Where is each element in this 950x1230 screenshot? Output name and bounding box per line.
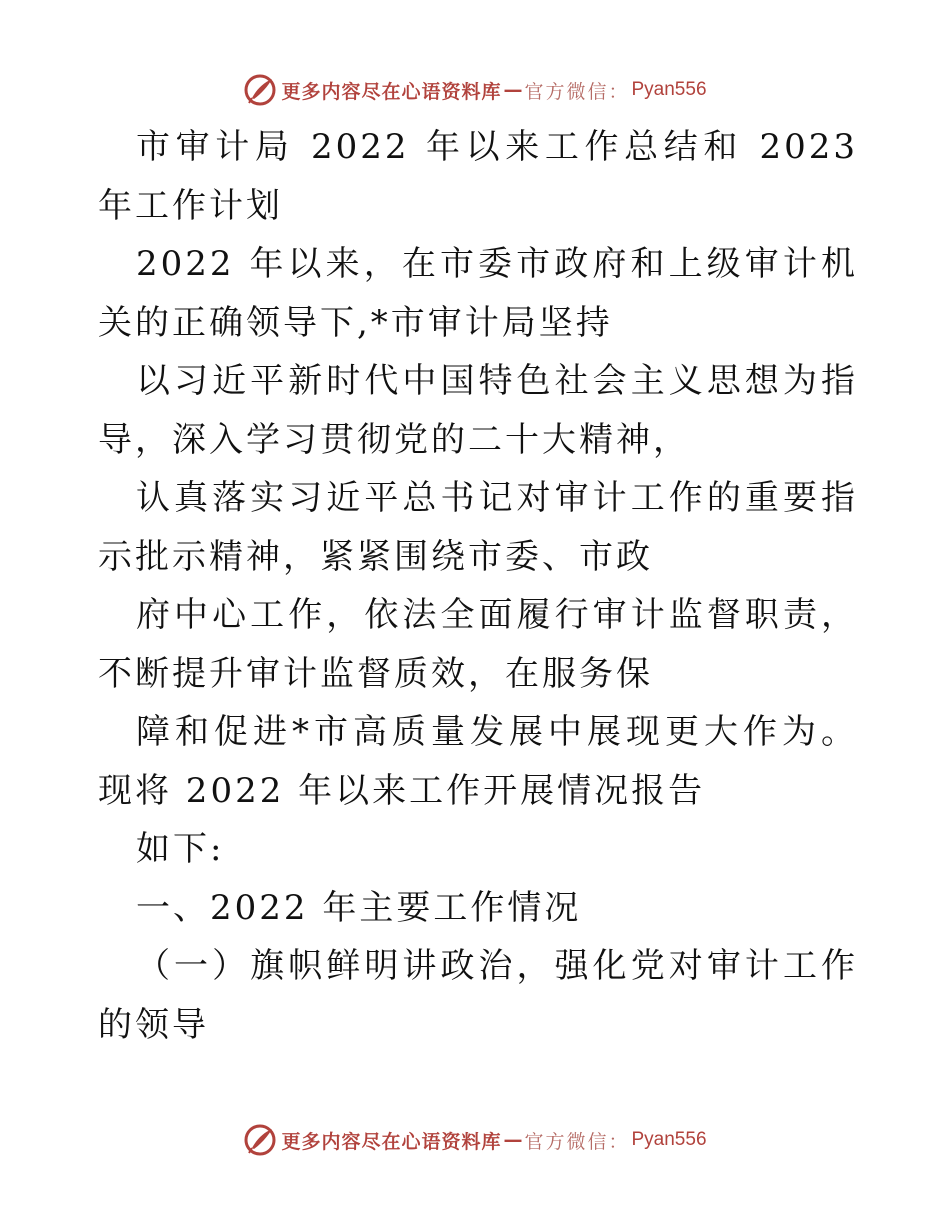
header-watermark	[0, 70, 950, 110]
section-heading-1: 一、2022 年主要工作情况	[136, 887, 582, 928]
feather-pen-logo-icon	[243, 1123, 277, 1157]
paragraph-2: 以习近平新时代中国特色社会主义思想为指导，深入学习贯彻党的二十大精神，	[98, 361, 858, 460]
watermark-brand-text: 更多内容尽在心语资料库	[281, 80, 502, 103]
watermark-brand-text: 更多内容尽在心语资料库	[281, 1130, 502, 1153]
paragraph-1: 2022 年以来，在市委市政府和上级审计机关的正确领导下,*市审计局坚持	[98, 244, 858, 343]
paragraph-6: 如下:	[136, 829, 225, 869]
paragraph-3: 认真落实习近平总书记对审计工作的重要指示批示精神，紧紧围绕市委、市政	[98, 478, 858, 577]
subsection-heading-1: （一）旗帜鲜明讲政治，强化党对审计工作的领导	[98, 946, 858, 1045]
paragraph-4: 府中心工作，依法全面履行审计监督职责，不断提升审计监督质效，在服务保	[98, 595, 858, 694]
watermark-label: 官方微信：	[524, 80, 630, 103]
document-body	[98, 118, 858, 1054]
watermark-wechat-id: Pyan556	[631, 79, 707, 100]
watermark-separator: —	[503, 1129, 523, 1151]
watermark-wechat-id: Pyan556	[631, 1129, 707, 1150]
watermark-label: 官方微信：	[524, 1130, 630, 1153]
feather-pen-logo-icon	[243, 73, 277, 107]
watermark-separator: —	[503, 79, 523, 101]
footer-watermark	[0, 1120, 950, 1160]
document-title: 市审计局 2022 年以来工作总结和 2023 年工作计划	[98, 127, 858, 226]
paragraph-5: 障和促进*市高质量发展中展现更大作为。现将 2022 年以来工作开展情况报告	[98, 712, 858, 811]
